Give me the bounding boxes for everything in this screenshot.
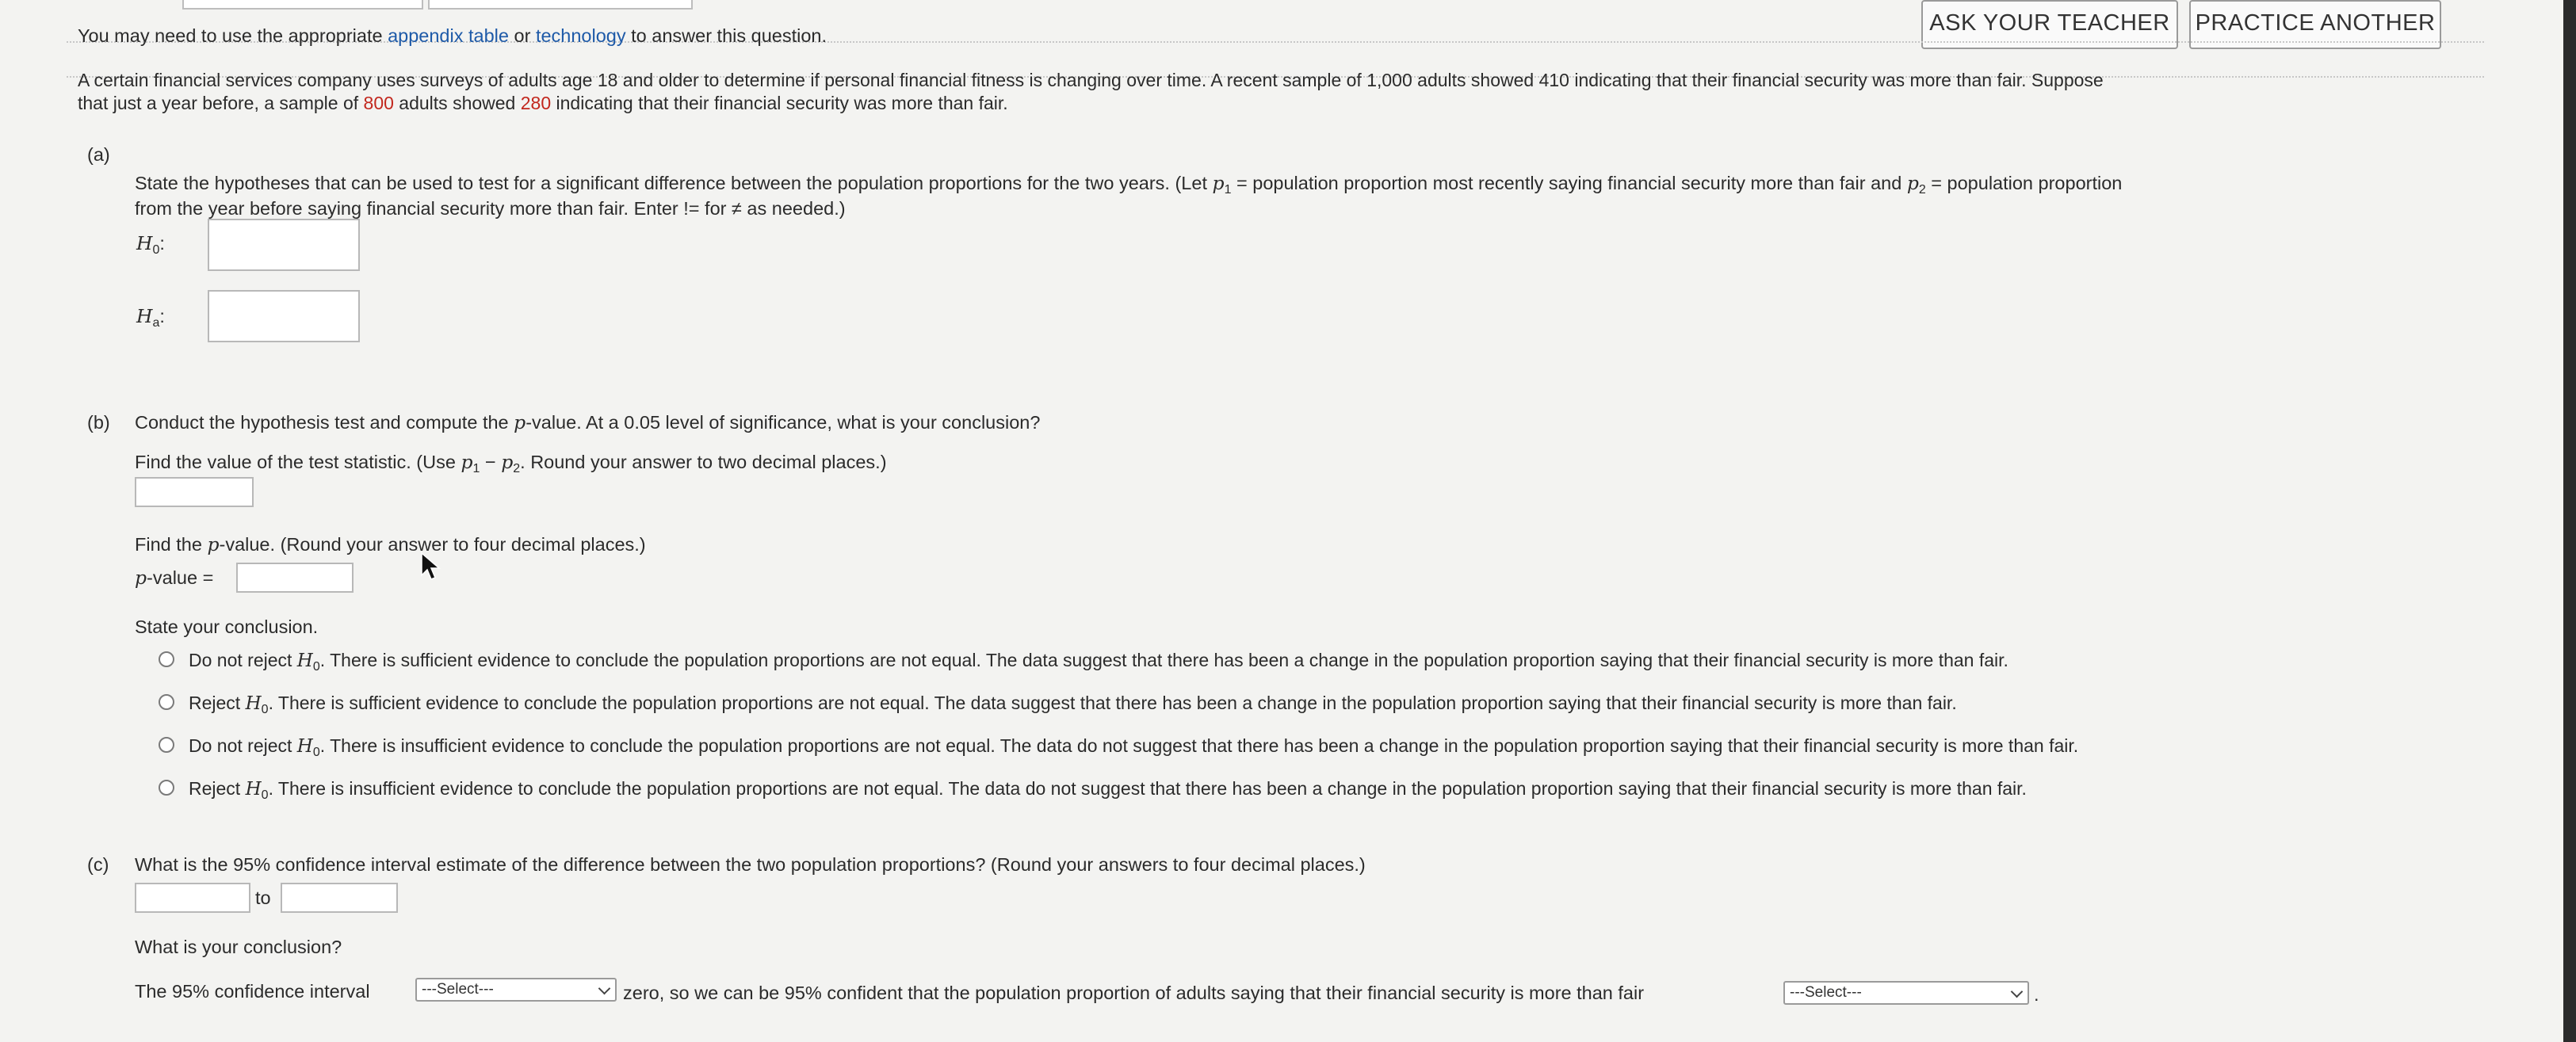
appendix-table-link[interactable]: appendix table <box>388 25 509 46</box>
part-a-question-line-2: from the year before saying financial security more than fair. Enter != for ≠ as needed.) <box>135 198 846 219</box>
count-value: 280 <box>520 93 552 113</box>
intro-text: You may need to use the appropriate appendix table or technology to answer this question. <box>78 25 827 46</box>
screen-edge <box>2563 0 2576 1042</box>
option-text-1: Do not reject $H_0$. There is sufficient evidence to conclude the population proportions are not equal. The data suggest that there has been a change in the population proportion saying that their financial security is more than fair. <box>189 650 2008 674</box>
technology-link[interactable]: technology <box>535 25 626 46</box>
practice-another-button[interactable]: PRACTICE ANOTHER <box>2189 0 2441 49</box>
part-b-question: Conduct the hypothesis test and compute the p-value. At a 0.05 level of significance, what is your conclusion? <box>135 411 1041 433</box>
part-a-question-line-1: State the hypotheses that can be used to test for a significant difference between the population proportions for the two years. (Let $p_1$ = population proportion most recently saying financial security more than fair and $p_2$ = population proportion <box>135 172 2123 197</box>
conclusion-question: What is your conclusion? <box>135 937 342 957</box>
test-statistic-input[interactable] <box>135 477 254 507</box>
option-radio-4[interactable] <box>159 780 174 796</box>
option-radio-2[interactable] <box>159 694 174 710</box>
ha-input[interactable] <box>208 290 360 342</box>
sample-size-value: 800 <box>363 93 394 113</box>
option-text-4: Reject $H_0$. There is insufficient evidence to conclude the population proportions are not equal. The data do not suggest that there has been a change in the population proportion saying that their financial security is more than fair. <box>189 778 2027 802</box>
problem-line-2: that just a year before, a sample of 800 adults showed 280 indicating that their financial security was more than fair. <box>78 93 1008 113</box>
to-label: to <box>255 887 271 908</box>
problem-line-1: A certain financial services company uses surveys of adults age 18 and older to determine if personal financial fitness is changing over time. A recent sample of 1,000 adults showed 410 indicating that their financial security was more than fair. Suppose <box>78 70 2104 90</box>
option-text-2: Reject $H_0$. There is sufficient evidence to conclude the population proportions are not equal. The data suggest that there has been a change in the population proportion saying that their financial security is more than fair. <box>189 693 1957 716</box>
ci-sentence-part-1: The 95% confidence interval <box>135 981 370 1002</box>
option-radio-1[interactable] <box>159 651 174 667</box>
top-tab-1 <box>182 0 423 10</box>
p-value-prompt: Find the p-value. (Round your answer to four decimal places.) <box>135 533 646 555</box>
chevron-down-icon <box>2011 986 2024 998</box>
ci-comparison-select[interactable]: ---Select--- <box>415 978 617 1002</box>
ci-sentence-part-2: zero, so we can be 95% confident that the population proportion of adults saying that their financial security is more than fair <box>623 983 1645 1003</box>
p-value-input[interactable] <box>236 563 354 593</box>
ci-upper-input[interactable] <box>281 883 398 913</box>
ha-label: $H_a$: <box>136 305 165 330</box>
option-text-3: Do not reject $H_0$. There is insufficient evidence to conclude the population proportions are not equal. The data do not suggest that there has been a change in the population proportion saying that their financial security is more than fair. <box>189 735 2079 759</box>
p-value-label: p-value = <box>135 567 214 589</box>
part-c-label: (c) <box>87 854 109 875</box>
conclusion-label: State your conclusion. <box>135 616 319 637</box>
part-a-label: (a) <box>87 144 110 165</box>
part-c-question: What is the 95% confidence interval estimate of the difference between the two population proportions? (Round your answers to four decimal places.) <box>135 854 1366 875</box>
chevron-down-icon <box>598 983 611 995</box>
population-change-select[interactable]: ---Select--- <box>1783 981 2029 1005</box>
top-tab-2 <box>428 0 693 10</box>
test-statistic-prompt: Find the value of the test statistic. (Use $p_1 - p_2$. Round your answer to two decimal places.) <box>135 451 887 475</box>
h0-input[interactable] <box>208 219 360 271</box>
ci-lower-input[interactable] <box>135 883 250 913</box>
mouse-pointer-icon <box>420 552 442 583</box>
option-radio-3[interactable] <box>159 737 174 753</box>
part-b-label: (b) <box>87 412 110 433</box>
ask-your-teacher-button[interactable]: ASK YOUR TEACHER <box>1921 0 2178 49</box>
ci-sentence-period: . <box>2034 984 2039 1005</box>
h0-label: $H_0$: <box>136 232 165 257</box>
